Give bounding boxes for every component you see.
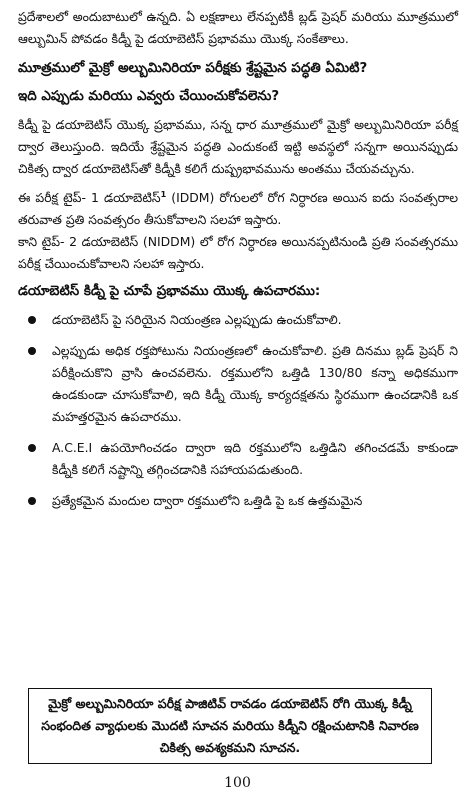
paragraph-microalbuminuria: కిడ్నీ పై డయాబెటిస్ యొక్క ప్రభావము, సన్న ధార మూత్రములో మైక్రో అల్బుమినిరియా పరీక్ష ద్వార తెలుస్తుంది. ఇదియే శ్రేష్టమైన పద్ధతి ఎందుకంటే ఇట్టి అవస్థలో సన్నగా అయినప్పుడు చికిత్స ద్వార డయాబెటిస్‌తో కిడ్నీకి కలిగే దుష్ప్రభావమును అంతము చేయవచ్చును. xyxy=(18,117,458,176)
page-number: 100 xyxy=(224,775,251,791)
heading-best-method: మూత్రములో మైక్రో అల్బుమినిరియా పరీక్షకు శ్రేష్టమైన పద్ధతి ఏమిటి? xyxy=(18,61,368,76)
treatment-list xyxy=(18,309,458,512)
paragraph-type1 xyxy=(18,184,458,231)
list-item xyxy=(18,309,458,331)
intro-paragraph: ప్రదేశాలలో అందుబాటులో ఉన్నది. ఏ లక్షణాలు లేనప్పటికీ బ్లడ్ ప్రెషర్ మరియు మూత్రములో ఆల్బుమిన్ పోవడం కిడ్నీ పై డయాబెటిస్ ప్రభావము యొక్క సంకేతాలు. xyxy=(18,9,458,46)
list-item xyxy=(18,490,458,512)
list-item xyxy=(18,340,458,428)
list-item xyxy=(18,437,458,481)
heading-when-who: ఇది ఎప్పుడు మరియు ఎవ్వరు చేయించుకోవలెను? xyxy=(18,89,280,104)
type1-text-end: (IDDM) రోగులలో రోగ నిర్ధారణ అయిన ఐదు సంవత్సరాల తరువాత ప్రతి సంవత్సరం తీసుకోవాలని సలహా ఇస్తారు. xyxy=(18,190,458,228)
paragraph-type2: కాని టైప్- 2 డయాబెటిస్ (NIDDM) లో రోగ నిర్ధారణ అయినప్పటినుండి ప్రతి సంవత్సరము పరీక్ష చేయించుకోవాలని సలహా ఇస్తారు. xyxy=(18,234,458,272)
type1-text-start: ఈ పరీక్ష టైప్- 1 డయాబెటిస్ xyxy=(18,190,161,206)
bullet-icon xyxy=(28,444,36,452)
list-item-text: డయాబెటిస్ పై సరియైన నియంత్రణ ఎల్లప్పుడు ఉంచుకోవాలి. xyxy=(52,312,342,328)
list-item-text: A.C.E.I ఉపయోగించడం ద్వారా ఇది రక్తములోని ఒత్తిడిని తగించడమే కాకుండా కిడ్నీకి కలిగే నష్టాన్ని తగ్గించడానికి సహాయపడుతుంది. xyxy=(52,440,458,478)
bullet-icon xyxy=(28,497,36,505)
bullet-icon xyxy=(28,347,36,355)
list-item-text: ఎల్లప్పుడు అధిక రక్తపోటును నియంత్రణలో ఉంచుకోవాలి. ప్రతి దినము బ్లడ్ ప్రెషర్ ని పరీక్షించుకొని వ్రాసి ఉంచవలెను. రక్తములోని ఒత్తిడి 130/80 కన్నా అధికముగా ఉండకుండా చూసుకోవాలి, ఇది కిడ్నీ యొక్క కార్యదక్షతను స్థిరముగా ఉంచడానికి ఒక మహత్తరమైన ఉపచారము. xyxy=(52,343,458,425)
page-body xyxy=(18,6,458,521)
bullet-icon xyxy=(28,316,36,324)
list-item-text: ప్రత్యేకమైన మందుల ద్వారా రక్తములోని ఒత్తిడి పై ఒక ఉత్తమమైన xyxy=(52,493,363,509)
footnote-marker: 1 xyxy=(160,190,167,199)
heading-treatment: డయాబెటిస్ కిడ్నీ పై చూపే ప్రభావము యొక్క ఉపచారము: xyxy=(18,284,321,300)
highlight-note-box: మైక్రో అల్బుమినిరియా పరీక్ష పాజిటివ్ రావడం డయాబెటిస్ రోగి యొక్క కిడ్నీ సంభందిత వ్యాధులకు మొదటి సూచన మరియు కిడ్నీని రక్షించుటానికి నివారణ చికిత్స అవశ్యకమని సూచన. xyxy=(28,688,432,764)
